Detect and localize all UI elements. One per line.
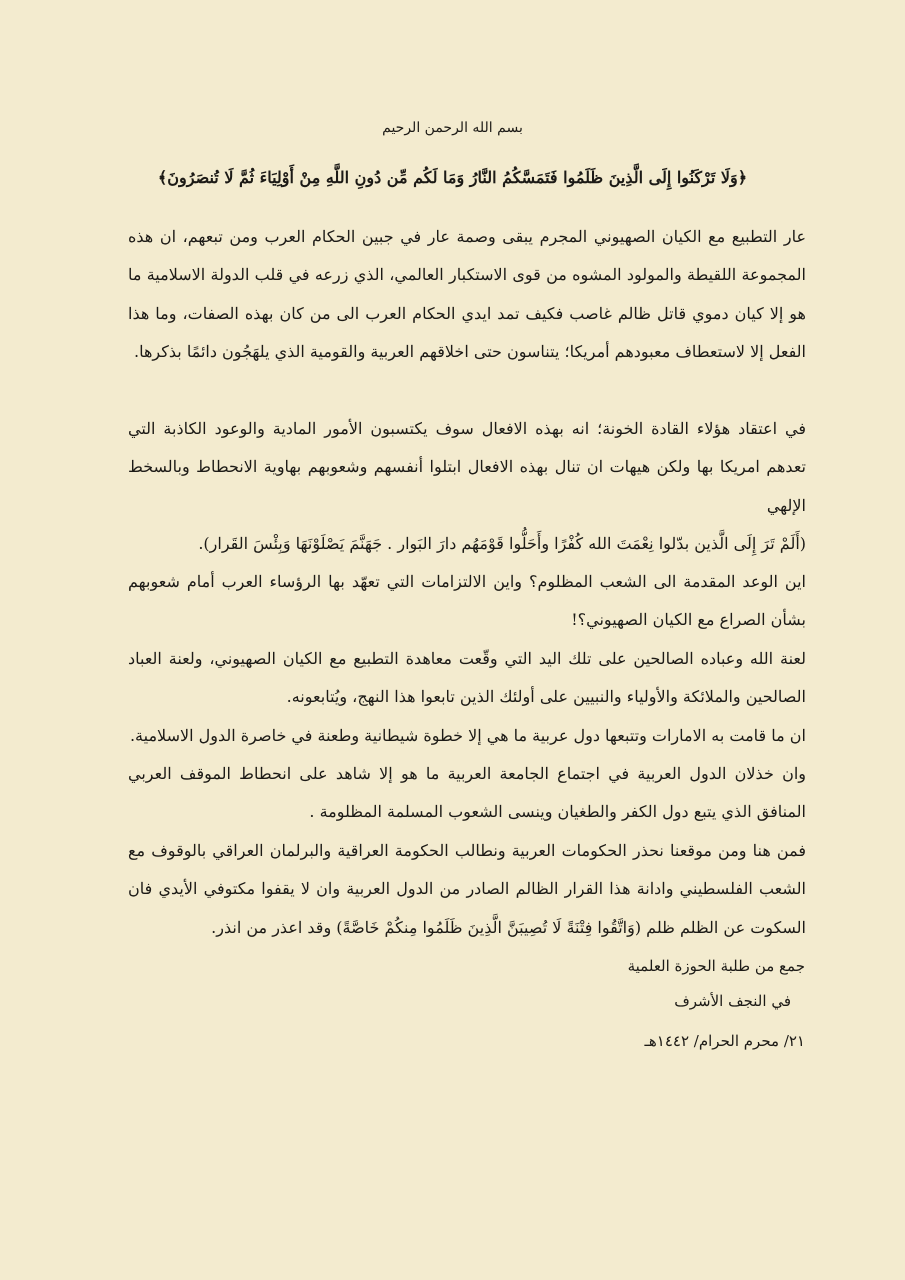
paragraph-curse: لعنة الله وعباده الصالحين على تلك اليد التي وقّعت معاهدة التطبيع مع الكيان الصهيوني، ولعنة العباد الصالحين والملائكة والأولياء والنبيين على أولئك الذين تابعوا هذا النهج، ويُتابعونه. (128, 649, 806, 707)
paragraph-quran-quote (128, 525, 806, 563)
signature-group: جمع من طلبة الحوزة العلمية (627, 957, 805, 975)
opening-quran-verse: ﴿وَلَا تَرْكَنُوا إِلَى الَّذِينَ ظَلَمُوا فَتَمَسَّكُمُ النَّارُ وَمَا لَكُم مِّن دُونِ اللَّهِ مِنْ أَوْلِيَاءَ ثُمَّ لَا تُنصَرُونَ﴾ (157, 168, 748, 187)
signature-date: ٢١/ محرم الحرام/ ١٤٤٢هـ (644, 1032, 805, 1050)
paragraph-emirates: ان ما قامت به الامارات وتتبعها دول عربية ما هي إلا خطوة شيطانية وطعنة في خاصرة الدول الاسلامية. (129, 726, 806, 745)
quran-quote-text: (أَلَمْ تَرَ إِلَى الَّذين بدّلوا نِعْمَتَ الله كُفْرًا وأَحَلُّوا قَوْمَهُم دارَ البَوار . جَهَنَّمَ يَصْلَوْنَهَا وَبِئْسَ القَرار). (198, 534, 806, 553)
paragraph-normalization-shame: عار التطبيع مع الكيان الصهيوني المجرم يبقى وصمة عار في جبين الحكام العرب ومن تبعهم، ان هذه المجموعة اللقيطة والمولود المشوه من قوى الاستكبار العالمي، الذي زرعه في قلب الدولة الاسلامية ما هو إلا كيان دموي قاتل ظالم غاصب فكيف تمد ايدي الحكام العرب الى من كان بهذه الصفات، وما هذا الفعل إلا لاستعطاف معبودهم أمريكا؛ يتناسون حتى اخلاقهم العربية والقومية الذي يلهَجُون دائمًا بذكرها. (128, 227, 806, 362)
paragraph-warning: فمن هنا ومن موقعنا نحذر الحكومات العربية ونطالب الحكومة العراقية والبرلمان العراقي بالوقوف مع الشعب الفلسطيني وادانة هذا القرار الظالم الصادر من الدول العربية وان لا يقفوا مكتوفي الأيدي فان السكوت عن الظلم ظلم (وَاتَّقُوا فِتْنَةً لَا تُصِيبَنَّ الَّذِينَ ظَلَمُوا مِنكُمْ خَاصَّةً) وقد اعذر من انذر. (128, 841, 806, 937)
paragraph-arab-league: وان خذلان الدول العربية في اجتماع الجامعة العربية ما هو إلا شاهد على انحطاط الموقف العربي المنافق الذي يتبع دول الكفر والطغيان وينسى الشعوب المسلمة المظلومة . (128, 764, 806, 822)
document-body (128, 218, 806, 947)
paragraph-traitor-leaders: في اعتقاد هؤلاء القادة الخونة؛ انه بهذه الافعال سوف يكتسبون الأمور المادية والوعود الكاذبة التي تعدهم امريكا بها ولكن هيهات ان تنال بهذه الافعال ابتلوا أنفسهم وشعوبهم بهاوية الانحطاط وبالسخط الإلهي (128, 419, 806, 515)
paragraph-promises-question: اين الوعد المقدمة الى الشعب المظلوم؟ واين الالتزامات التي تعهّد بها الرؤساء العرب أمام شعوبهم بشأن الصراع مع الكيان الصهيوني؟! (128, 572, 806, 630)
signature-location: في النجف الأشرف (674, 992, 791, 1010)
basmala-heading: بسم الله الرحمن الرحيم (382, 120, 523, 136)
